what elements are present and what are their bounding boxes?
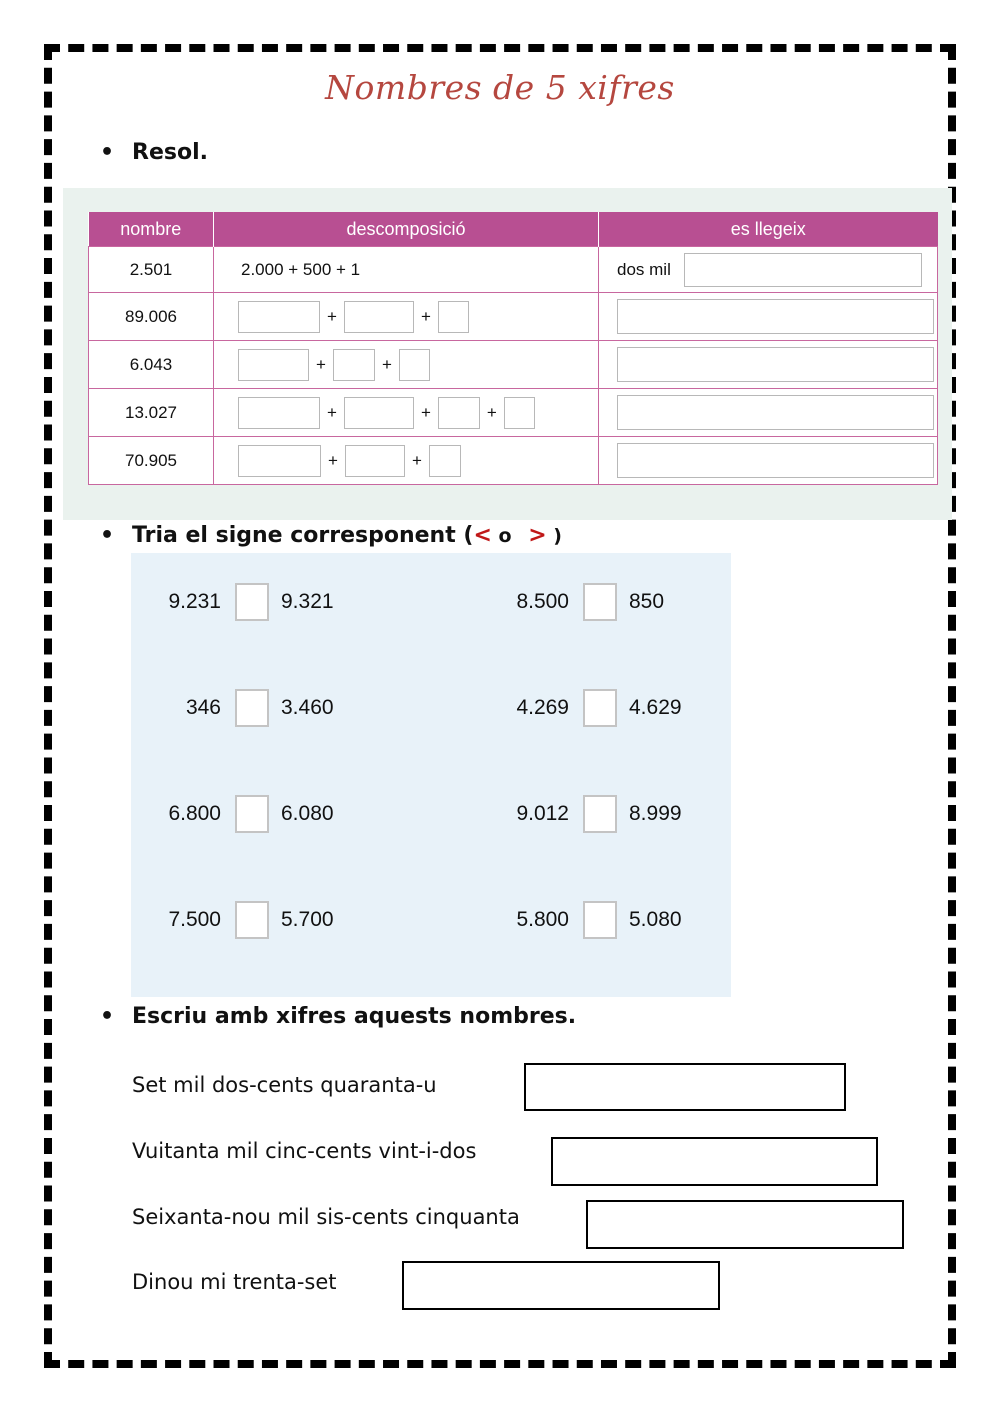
sign-input[interactable] xyxy=(235,795,269,833)
table-row xyxy=(89,293,938,341)
reading-input[interactable] xyxy=(617,347,934,382)
decomposition-input[interactable] xyxy=(238,397,320,429)
decomposition-input[interactable] xyxy=(344,397,414,429)
plus-sign: + xyxy=(327,306,337,326)
heading-text: Escriu amb xifres aquests nombres. xyxy=(132,1004,577,1029)
table-row xyxy=(89,389,938,437)
decomposition-input[interactable] xyxy=(399,349,430,381)
answer-input[interactable] xyxy=(402,1261,720,1310)
left-number: 9.012 xyxy=(516,802,569,825)
reading-input[interactable] xyxy=(617,395,934,430)
decomposition-input[interactable] xyxy=(504,397,535,429)
reading-input[interactable] xyxy=(684,253,922,287)
number-cell: 6.043 xyxy=(89,341,214,389)
right-number: 6.080 xyxy=(281,802,334,825)
greater-than-sign: > xyxy=(528,523,547,548)
sign-input[interactable] xyxy=(583,689,617,727)
sign-input[interactable] xyxy=(583,901,617,939)
decomposition-input[interactable] xyxy=(344,301,414,333)
heading-text: Resol. xyxy=(132,140,208,165)
sign-input[interactable] xyxy=(583,795,617,833)
plus-sign: + xyxy=(411,450,422,470)
decomposition-text: 2.000 + 500 + 1 xyxy=(241,259,361,279)
plus-sign: + xyxy=(381,354,392,374)
decomposition-cell xyxy=(214,389,599,437)
decomposition-cell xyxy=(214,341,599,389)
write-prompt: Vuitanta mil cinc-cents vint-i-dos xyxy=(132,1139,477,1163)
compare-pair xyxy=(483,900,682,940)
number-cell: 13.027 xyxy=(89,389,214,437)
answer-input[interactable] xyxy=(524,1063,846,1111)
sign-input[interactable] xyxy=(235,583,269,621)
page-title: Nombres de 5 xifres xyxy=(325,68,675,107)
left-number: 6.800 xyxy=(168,802,221,825)
decomposition-input[interactable] xyxy=(438,397,480,429)
reading-cell xyxy=(599,437,938,485)
decomposition-input[interactable] xyxy=(238,301,320,333)
reading-cell xyxy=(599,341,938,389)
right-number: 3.460 xyxy=(281,696,334,719)
reading-cell xyxy=(599,247,938,293)
table-header-row xyxy=(89,212,938,247)
left-number: 9.231 xyxy=(168,590,221,613)
number-cell: 70.905 xyxy=(89,437,214,485)
right-number: 850 xyxy=(629,590,665,613)
left-number: 7.500 xyxy=(168,908,221,931)
decomposition-cell xyxy=(214,293,599,341)
compare-pair xyxy=(135,900,334,940)
right-number: 4.629 xyxy=(629,696,682,719)
left-number: 346 xyxy=(185,696,221,719)
write-prompt: Seixanta-nou mil sis-cents cinquanta xyxy=(132,1205,520,1229)
left-number: 5.800 xyxy=(516,908,569,931)
bullet: • xyxy=(100,523,115,548)
left-number: 4.269 xyxy=(516,696,569,719)
compare-pair xyxy=(483,688,682,728)
reading-input[interactable] xyxy=(617,443,934,478)
right-number: 5.700 xyxy=(281,908,334,931)
header-descomposicio: descomposició xyxy=(214,212,599,247)
header-nombre: nombre xyxy=(89,212,214,247)
decomposition-cell xyxy=(214,247,599,293)
decomposition-table xyxy=(88,212,938,485)
plus-sign: + xyxy=(316,354,326,374)
reading-cell xyxy=(599,293,938,341)
sign-input[interactable] xyxy=(235,901,269,939)
section-resol-heading xyxy=(100,140,208,165)
sign-input[interactable] xyxy=(583,583,617,621)
section-escriu-heading xyxy=(100,1004,576,1029)
bullet: • xyxy=(100,1004,115,1029)
decomposition-input[interactable] xyxy=(238,445,321,477)
decomposition-input[interactable] xyxy=(333,349,375,381)
write-prompt: Dinou mi trenta-set xyxy=(132,1270,337,1294)
table-row xyxy=(89,437,938,485)
plus-sign: + xyxy=(328,450,338,470)
header-es-llegeix: es llegeix xyxy=(599,212,938,247)
decomposition-input[interactable] xyxy=(438,301,469,333)
or-text: o xyxy=(491,525,519,547)
less-than-sign: < xyxy=(473,523,492,548)
section-signe-heading xyxy=(100,523,562,548)
table-row xyxy=(89,341,938,389)
close-paren: ) xyxy=(546,525,562,547)
left-number: 8.500 xyxy=(516,590,569,613)
plus-sign: + xyxy=(327,402,337,422)
bullet: • xyxy=(100,140,115,165)
right-number: 8.999 xyxy=(629,802,682,825)
plus-sign: + xyxy=(420,306,431,326)
decomposition-cell xyxy=(214,437,599,485)
reading-input[interactable] xyxy=(617,299,934,334)
compare-pair xyxy=(135,582,334,622)
reading-prefix: dos mil xyxy=(617,259,671,279)
plus-sign: + xyxy=(486,402,497,422)
number-cell: 2.501 xyxy=(89,247,214,293)
answer-input[interactable] xyxy=(586,1200,904,1249)
reading-cell xyxy=(599,389,938,437)
plus-sign: + xyxy=(420,402,431,422)
compare-pair xyxy=(483,582,664,622)
decomposition-input[interactable] xyxy=(429,445,461,477)
answer-input[interactable] xyxy=(551,1137,878,1186)
compare-pair xyxy=(135,688,334,728)
compare-pair xyxy=(483,794,682,834)
right-number: 9.321 xyxy=(281,590,334,613)
heading-text: Tria el signe corresponent ( xyxy=(132,523,474,548)
right-number: 5.080 xyxy=(629,908,682,931)
decomposition-input[interactable] xyxy=(345,445,405,477)
compare-pair xyxy=(135,794,334,834)
decomposition-input[interactable] xyxy=(238,349,309,381)
write-prompt: Set mil dos-cents quaranta-u xyxy=(132,1073,437,1097)
number-cell: 89.006 xyxy=(89,293,214,341)
sign-input[interactable] xyxy=(235,689,269,727)
table-row xyxy=(89,247,938,293)
